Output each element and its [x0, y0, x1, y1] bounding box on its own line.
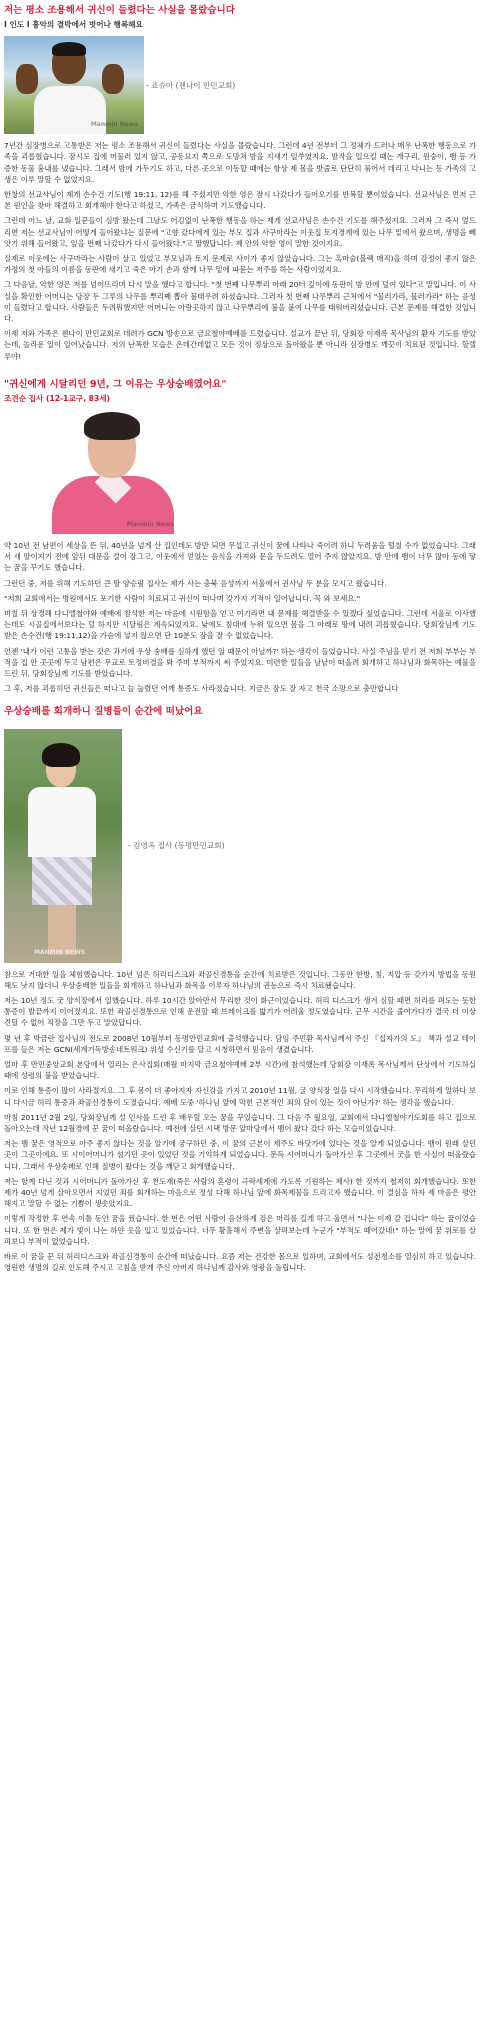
photo-joshua: [4, 36, 144, 134]
photo-row: [4, 36, 476, 134]
paragraph: 언젠 '내가 이런 고통을 받는 것은 과거에 우상 숭배를 심하게 했던 일 때문이 아닐까?' 하는 생각이 들었습니다. 사실 주님을 믿기 전 저희 부부는 부적을 집 안 곳곳에 두고 남편은 무교로 토정비결을 봐 주며 부적까지 써 주었지요. 미련한 일들을 날낱이 떠올려 회개하고 하나님과 화목하는 예물을 드린 뒤, 당회장님께 기도를 받았습니다.: [4, 646, 476, 679]
section-title: "귀신에게 시달리던 9년, 그 이유는 우상숭배였어요": [4, 378, 227, 390]
paragraph: 실제로 이웃에는 사구마라는 사람이 살고 있었고 부모님과 토지 문제로 사이가 좋지 않았습니다. 그는 흑마술(블랙 매직)을 하며 감정이 좋지 않은 가정의 첫 아들의 이름을 동판에 새기고 죽은 아기 손과 함께 나무 밑에 파묻는 저주를 하는 사람이었지요.: [4, 254, 476, 275]
testimony-joshua: [4, 4, 476, 362]
paragraph: 마침 2011년 2월 2일, 당회장님께 설 인사를 드린 후 배우릴 오는 꿈을 꾸었습니다. 그 다음 주 월요일, 교회에서 다니엘철야기도회를 하고 집으로 돌아오는데 작년 12월경에 꾼 꿈이 떠올랐습니다. 예전에 살던 시댁 방문 앞마당에서 뱀이 왔다 갔다 하는 모습이었습니다.: [4, 1112, 476, 1133]
paragraph: 그런던 중, 저를 위해 기도하던 큰 딸 양승림 집사는 제가 사는 충북 음성까지 서울에서 권사님 두 분을 모시고 왔습니다.: [4, 578, 387, 588]
paragraph: 참으로 거대한 일을 체험했습니다. 10년 넘은 허리디스크와 좌골신경통을 순간에 치료받은 것입니다. 그동안 한방, 침, 지압 등 갖가지 방법을 동원해도 낫지 않더니 우상숭배한 일들을 회개하고 하나님과 화목을 이루자 하나님의 권능으로 즉시 치료됐습니다.: [4, 969, 476, 990]
paragraph: 이렇게 작정한 후 연속 이틀 동안 꿈을 꿨습니다. 한 번은 어떤 사람이 음산하게 검은 머리를 길게 하고 울면서 "나는 이제 갈 겁니다" 하는 꿈이었습니다. 또 한 번은 제가 빛이 나는 하얀 옷을 입고 있었습니다. 너무 황홀해서 주변을 살펴보는데 누군가 "부적도 떼어갔네!" 하는 말에 꿈 위로를 살펴보니 부적이 없었습니다.: [4, 1214, 476, 1246]
paragraph: 며칠 뒤 상경해 다니엘철야와 예배에 참석한 저는 마음에 시원함을 얻고 여기라면 내 문제를 해결받을 수 있겠다 싶었습니다. 그런데 서울로 이사했는데도 시골집에서보다는 덜 하지만 시달림은 계속되었지요. 낮에도 침대에 누워 있으면 몸을 그 아래로 땅에 내려 괴롭혔습니다. 당회장님께 기도받은 손수건(행 19:11,12)을 가슴에 넣지 않으면 단 10분도 잠을 잘 수 없었습니다.: [4, 609, 476, 641]
paragraph: 저는 함께 다닌 것과 시어머니가 돌아가신 후 천도재(죽은 사람의 혼령이 극락세계에 가도록 기원하는 제사) 한 것까지 철저히 회개했습니다. 또한 제가 40년 넘게 살아오면서 지었던 죄를 회개하는 마음으로 정성 다해 하나님 앞에 화목제물을 드리고자 했습니다. 이 결심을 하자 제 마음은 평안해지고 말할 수 없는 기쁨이 생솟았지요.: [4, 1176, 476, 1209]
paragraph: 저는 10년 정도 굿 양식장에서 일했습니다. 하루 10시간 앉아만서 무리한 것이 화근이었습니다. 허리 디스크가 생겨 심할 때면 허리를 펴도는 듯한 통증이 발끝까지 이어졌지요. 또한 좌골신경통으로 인해 운전할 때 브레이크를 밟기가 어려울 정도였습니다. 근무 시간을 줄여가다가 결국 더 이상 견딜 수 없어 직장을 그만 두고 말았답니다.: [4, 995, 476, 1028]
section-title: 저는 평소 조용해서 귀신이 들렸다는 사실을 몰랐습니다: [4, 5, 235, 16]
photo-cho: [46, 410, 180, 534]
testimony-cho: [4, 378, 476, 695]
paragraph: 저는 뱀 꿈은 영적으로 아주 좋지 않다는 것을 알기에 궁구하던 중, 이 꿈의 근본이 제주도 바닷가에 있다는 것을 알게 되었습니다. 뱀이 원래 살던 곳이 그곳이에요. 또 시이어머니가 섬기던 곳이 있었던 것을 기억하게 되었습니다. 문득 시어머니가 돌아가신 후 그곳에서 굿을 한 사실이 떠올랐습니다. 그래서 우상숭배로 인해 질병이 왔다는 것을 깨닫고 회개했습니다.: [4, 1139, 476, 1171]
section-subtitle: I 인도 I 흉악의 결박에서 벗어나 행복해요: [4, 20, 143, 29]
watermark: Manmin News: [90, 121, 138, 128]
paragraph: 약 10년 전 남편이 세상을 뜬 뒤, 40년을 넘게 산 집인데도 밤만 되면 무섭고 귀신이 꿈에 나타나 죽이려 하니 두려움을 떨칠 수가 없었습니다. 그래서 새 딸이지기 전에 앞뒤 대문을 걸어 잠그고, 이웃에서 얻었는 음식을 가져와 문을 두드려도 열어 주지 않았지요. 밤 안에 뱀이 너무 많아 동에 닿는 꿈을 꾸기도 했습니다.: [4, 541, 476, 573]
paragraph: 이제 저와 가족은 첸나이 만민교회로 데려가 GCN 방송으로 금요철야예배를 드렸습니다. 설교가 끝난 뒤, 당회장 이재록 목사님의 환자 기도를 받았는데, 놀라운 일이 일어났습니다. 저의 난폭한 모습은 온데간데없고 모든 것이 정상으로 돌아왔을 뿐 아니라 심장병도 깨끗이 치료된 것입니다. 할렐루야!: [4, 329, 476, 361]
paragraph: 한창의 선교사님이 제게 손수건 기도(행 19:11, 12)를 해 주셨지만 악한 영은 잠시 나갔다가 들어오기를 반복할 뿐이었습니다. 선교사님은 먼저 근본 원인을 찾아 해결하고 회개해야 한다고 하셨고, 가족은 금식하며 기도했습니다.: [4, 190, 476, 211]
watermark: Manmin News: [126, 520, 174, 528]
photo-row: [46, 410, 476, 534]
photo-row: [4, 729, 476, 963]
paragraph: 그런데 어느 날, 교회 일꾼들이 심방 왔는데 그날도 어김없이 난폭한 행동을 하는 제게 선교사님은 손수건 기도를 해주셨지요. 그러자 그 즉시 엎드리면 저는 선교사님이 어떻게 들어왔냐는 질문에 "고향 갔다에게 있는 부모 집과 사구마라는 이웃집 토지경계에 있는 나무 밑에서 왔으며, 생명을 빼앗기 위해 들어왔고, 잎을 번째 나갔다가 다시 들어왔다."고 말했답니다. 제 안의 악한 영이 말한 것이지요.: [4, 216, 476, 248]
paragraph: 7년간 심장병으로 고통받은 저는 평소 조용해서 귀신이 들렸다는 사실을 몰랐습니다. 그런데 4년 전부터 그 정체가 드러나 매우 난폭한 행동으로 가족을 괴롭혔습니다. 잠시도 집에 머물러 있지 않고, 공동묘지 쪽으로 도망쳐 밤을 지새기 일쑤였지요. 발작을 일으킬 때는 개구리, 원숭이, 뱀 등 가증한 동물 흉내를 냈습니다. 그래서 밤에 가두기도 하고, 다른 곳으로 이동할 때에는 항상 제 몸을 밧줄로 단단히 묶어서 데리고 다니는 등 가족의 고생은 이루 말할 수 없었지요.: [4, 141, 476, 184]
paragraph: 몇 년 후 박금란 집사님의 전도로 2008년 10월부터 동명만민교회에 출석했습니다. 담임 주민환 목사님께서 주신 『십자가의 도』 책과 설교 테이프를 들은 저는 GCN(세계기독방송네트워크) 위성 수신기를 달고 시청하면서 믿음이 생겼습니다.: [4, 1033, 476, 1054]
paragraph: 이로 인해 통증이 많이 사라졌지요. 그 후 몸이 더 좋아지자 자신감을 가지고 2010년 11월, 굴 양식장 일을 다시 시작했습니다. 무리하게 일하다 보니 다시금 허리 통증과 좌골신경통이 도졌습니다. 예배 도중 '하나님 앞에 막힌 근본적인 죄의 담이 있는 것이 아닌가?' 하는 생각을 했습니다.: [4, 1086, 476, 1107]
section-subtitle: 조견순 집사 (12-1교구, 83세): [4, 393, 111, 403]
paragraph: 바로 이 꿈을 꾼 뒤 허리디스크와 좌골신경통이 순간에 떠났습니다. 요즘 저는 건강한 몸으로 일하며, 교회에서도 성전청소를 열심히 하고 있습니다. 영원한 생명의 길로 인도해 주시고 고침을 받게 주신 아버지 하나님께 감사와 영광을 돌립니다.: [4, 1251, 476, 1273]
paragraph: 그 후, 저를 괴롭히던 귀신들은 떠나고 늘 눌렸던 어깨 통증도 사라졌습니다. 지금은 잠도 잘 자고 천국 소망으로 충만합니다: [4, 684, 399, 694]
testimony-kim: [4, 705, 476, 1274]
section-title: 우상숭배를 회개하니 질병들이 순간에 떠났어요: [4, 705, 203, 717]
paragraph: "저희 교회에서는 병원에서도 포기한 사람이 치료되고 귀신이 떠나며 갖가지 기적이 일어납니다. 꼭 와 보세요.": [4, 593, 361, 603]
paragraph: 그 다음날, 악한 영은 저를 넘어뜨리며 다시 말을 했다고 합니다. "첫 번째 나무뿌리 아래 20터 깊이에 동판이 밤 안에 덮여 있다"고 말입니다. 이 사실을 확인한 어머니는 당장 두 그루의 나무를 뿌리째 뽑아 불태우려 하셨습니다. 그러자 첫 번째 나무뿌리 근처에서 "물러가라, 물러가라" 하는 음성이 들렸다고 합니다. 사람들은 두려워했지만 어머니는 아랑곳하지 않고 나무뿌리에 불을 붙여 나무를 태워버리셨습니다. 근본 문제를 해결한 것입니다.: [4, 280, 476, 324]
photo-kim: [4, 729, 122, 963]
paragraph: 얼마 후 만민중앙교회 본당에서 열리는 은사집회(매월 마지막 금요철야예배 2부 시간)에 참석했는데 당회장 이재록 목사님께서 단상에서 기도하실 때에 성령의 불을 받았습니다.: [4, 1059, 476, 1081]
watermark: MANMIN NEWS: [34, 949, 86, 957]
photo-caption: - 죠슈아 (첸나이 만민교회): [146, 80, 236, 90]
photo-caption: - 김영옥 집사 (동명만민교회): [128, 840, 225, 850]
